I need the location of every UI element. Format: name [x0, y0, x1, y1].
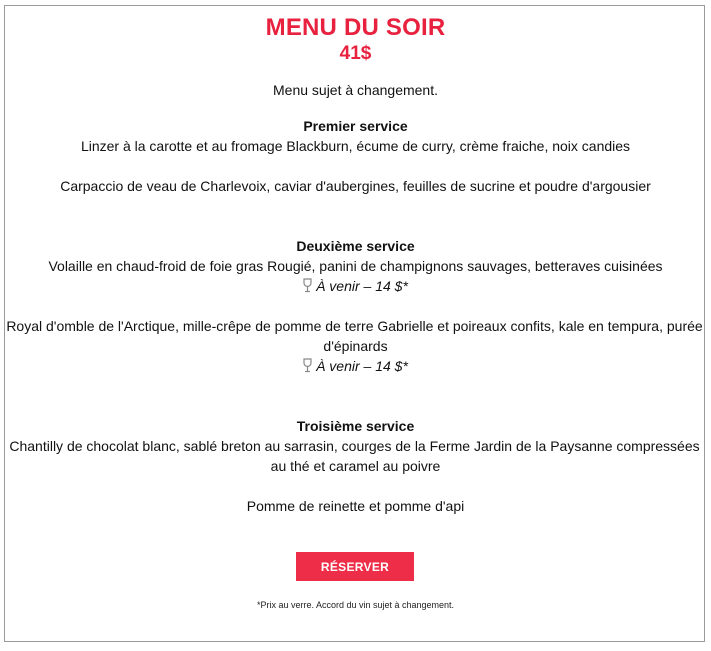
wine-pairing-second-2: [0, 356, 711, 378]
dish-first-2: Carpaccio de veau de Charlevoix, caviar d'aubergines, feuilles de sucrine et poudre d'argousier: [60, 178, 651, 194]
dish-first-1: Linzer à la carotte et au fromage Blackburn, écume de curry, crème fraiche, noix candies: [80, 138, 631, 154]
dish-third-1-line1: Chantilly de chocolat blanc, sablé breton au sarrasin, courges de la Ferme Jardin de la Paysanne compressées: [9, 438, 700, 454]
wine-pairing-second-1: [0, 276, 711, 298]
reserve-button[interactable]: RÉSERVER: [296, 552, 414, 581]
wine-price: À venir – 14 $*: [316, 278, 408, 294]
dish-third-2: Pomme de reinette et pomme d'api: [246, 498, 465, 514]
course-heading-second: Deuxième service: [296, 238, 415, 254]
menu-price: 41$: [339, 43, 372, 64]
footnote: *Prix au verre. Accord du vin sujet à changement.: [256, 600, 455, 610]
menu-title: MENU DU SOIR: [265, 14, 446, 41]
dish-second-2-line2: d'épinards: [323, 338, 388, 354]
dish-third-1-line2: au thé et caramel au poivre: [270, 458, 441, 474]
wine-glass-icon: [303, 358, 312, 378]
course-heading-first: Premier service: [303, 118, 408, 134]
dish-second-1: Volaille en chaud-froid de foie gras Rougié, panini de champignons sauvages, betteraves cuisinées: [48, 258, 663, 274]
wine-glass-icon: [303, 278, 312, 298]
wine-price: À venir – 14 $*: [316, 358, 408, 374]
course-heading-third: Troisième service: [296, 418, 415, 434]
menu-subtitle: Menu sujet à changement.: [273, 82, 438, 98]
dish-second-2-line1: Royal d'omble de l'Arctique, mille-crêpe de pomme de terre Gabrielle et poireaux confits, kale en tempura, purée: [6, 318, 703, 334]
